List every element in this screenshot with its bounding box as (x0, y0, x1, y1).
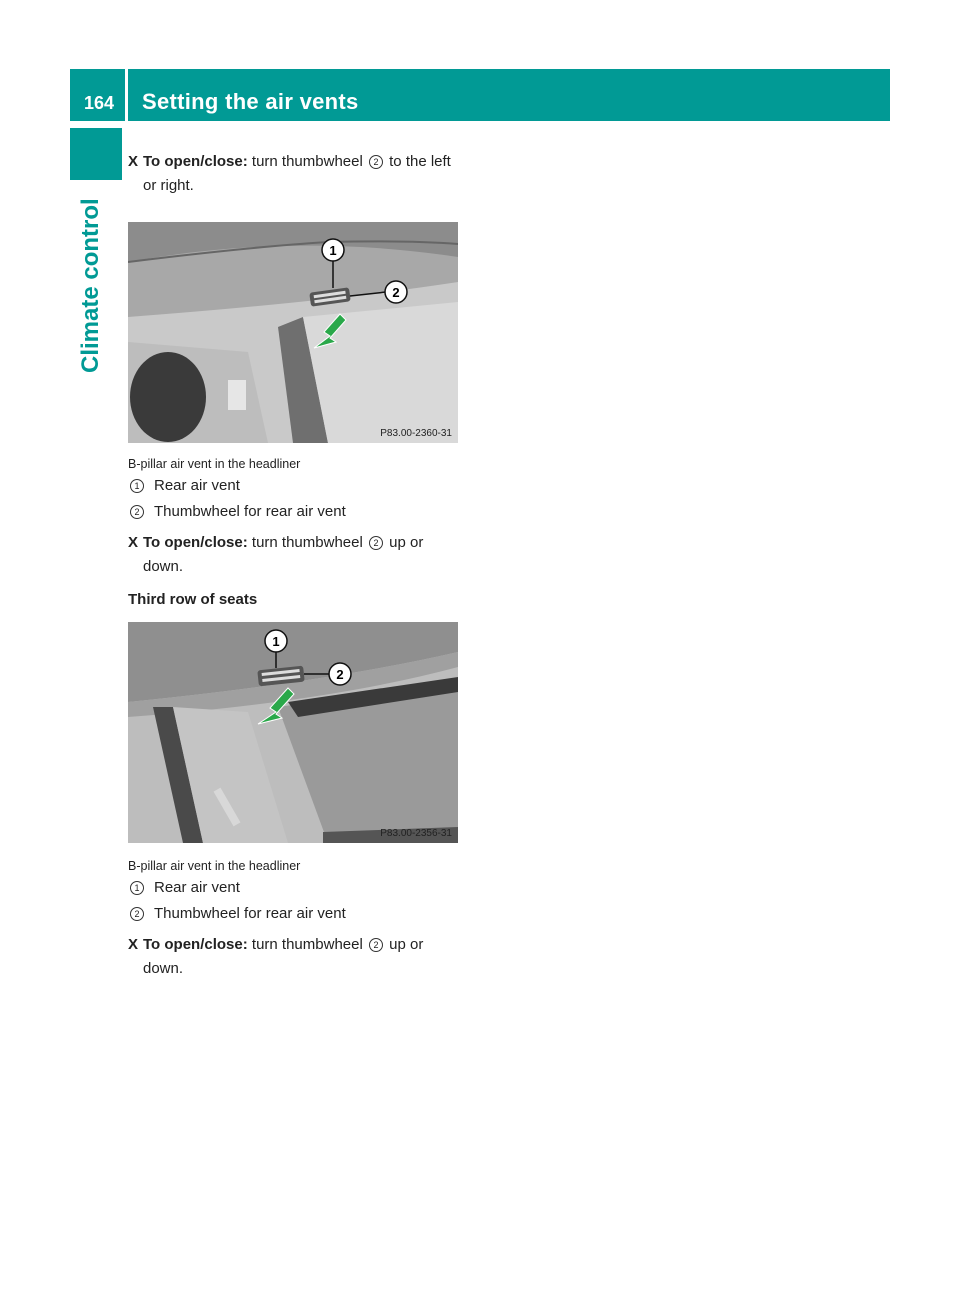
step-text: up or down. (143, 534, 424, 575)
main-content (128, 150, 463, 981)
instruction-step (128, 150, 463, 198)
step-label: To open/close: (143, 936, 248, 953)
callout-1: 1 (272, 634, 280, 649)
figure-legend (128, 875, 463, 927)
step-text: up or down. (143, 936, 424, 977)
legend-text: Rear air vent (154, 879, 240, 896)
page-number: 164 (84, 93, 115, 113)
legend-text: Rear air vent (154, 477, 240, 494)
step-text: turn thumbwheel (247, 936, 367, 953)
callout-ref: 2 (369, 536, 383, 550)
figure-code: P83.00-2360-31 (380, 428, 452, 439)
figure-third-row-vent (128, 622, 458, 843)
instruction-step (128, 933, 463, 981)
step-label: To open/close: (143, 153, 248, 170)
figure-b-pillar-vent (128, 222, 458, 443)
legend-number: 1 (130, 881, 144, 895)
legend-text: Thumbwheel for rear air vent (154, 503, 346, 520)
figure-legend (128, 473, 463, 525)
figure-caption: B-pillar air vent in the headliner (128, 859, 301, 873)
vent-illustration (128, 222, 458, 443)
vent-illustration (128, 622, 458, 843)
step-text: turn thumbwheel (247, 534, 367, 551)
legend-number: 2 (130, 907, 144, 921)
legend-item (128, 473, 463, 499)
page-header (70, 69, 890, 121)
callout-ref: 2 (369, 155, 383, 169)
section-tab (70, 128, 122, 675)
step-marker-icon: X (128, 153, 139, 170)
step-text: turn thumbwheel (247, 153, 367, 170)
header-divider (125, 69, 128, 121)
step-label: To open/close: (143, 534, 248, 551)
step-marker-icon: X (128, 936, 139, 953)
section-label: Climate control (77, 198, 104, 373)
section-tab-marker (70, 128, 122, 180)
callout-1: 1 (329, 243, 337, 258)
page-title: Setting the air vents (142, 89, 359, 114)
step-marker-icon: X (128, 534, 139, 551)
legend-item (128, 901, 463, 927)
step-text: to the left or right. (143, 153, 451, 194)
figure-caption: B-pillar air vent in the headliner (128, 457, 301, 471)
callout-2: 2 (392, 285, 400, 300)
figure-code: P83.00-2356-31 (380, 828, 452, 839)
legend-number: 1 (130, 479, 144, 493)
legend-item (128, 875, 463, 901)
section-heading: Third row of seats (128, 591, 258, 608)
callout-ref: 2 (369, 938, 383, 952)
legend-text: Thumbwheel for rear air vent (154, 905, 346, 922)
instruction-step (128, 531, 463, 579)
callout-2: 2 (336, 667, 344, 682)
legend-number: 2 (130, 505, 144, 519)
legend-item (128, 499, 463, 525)
